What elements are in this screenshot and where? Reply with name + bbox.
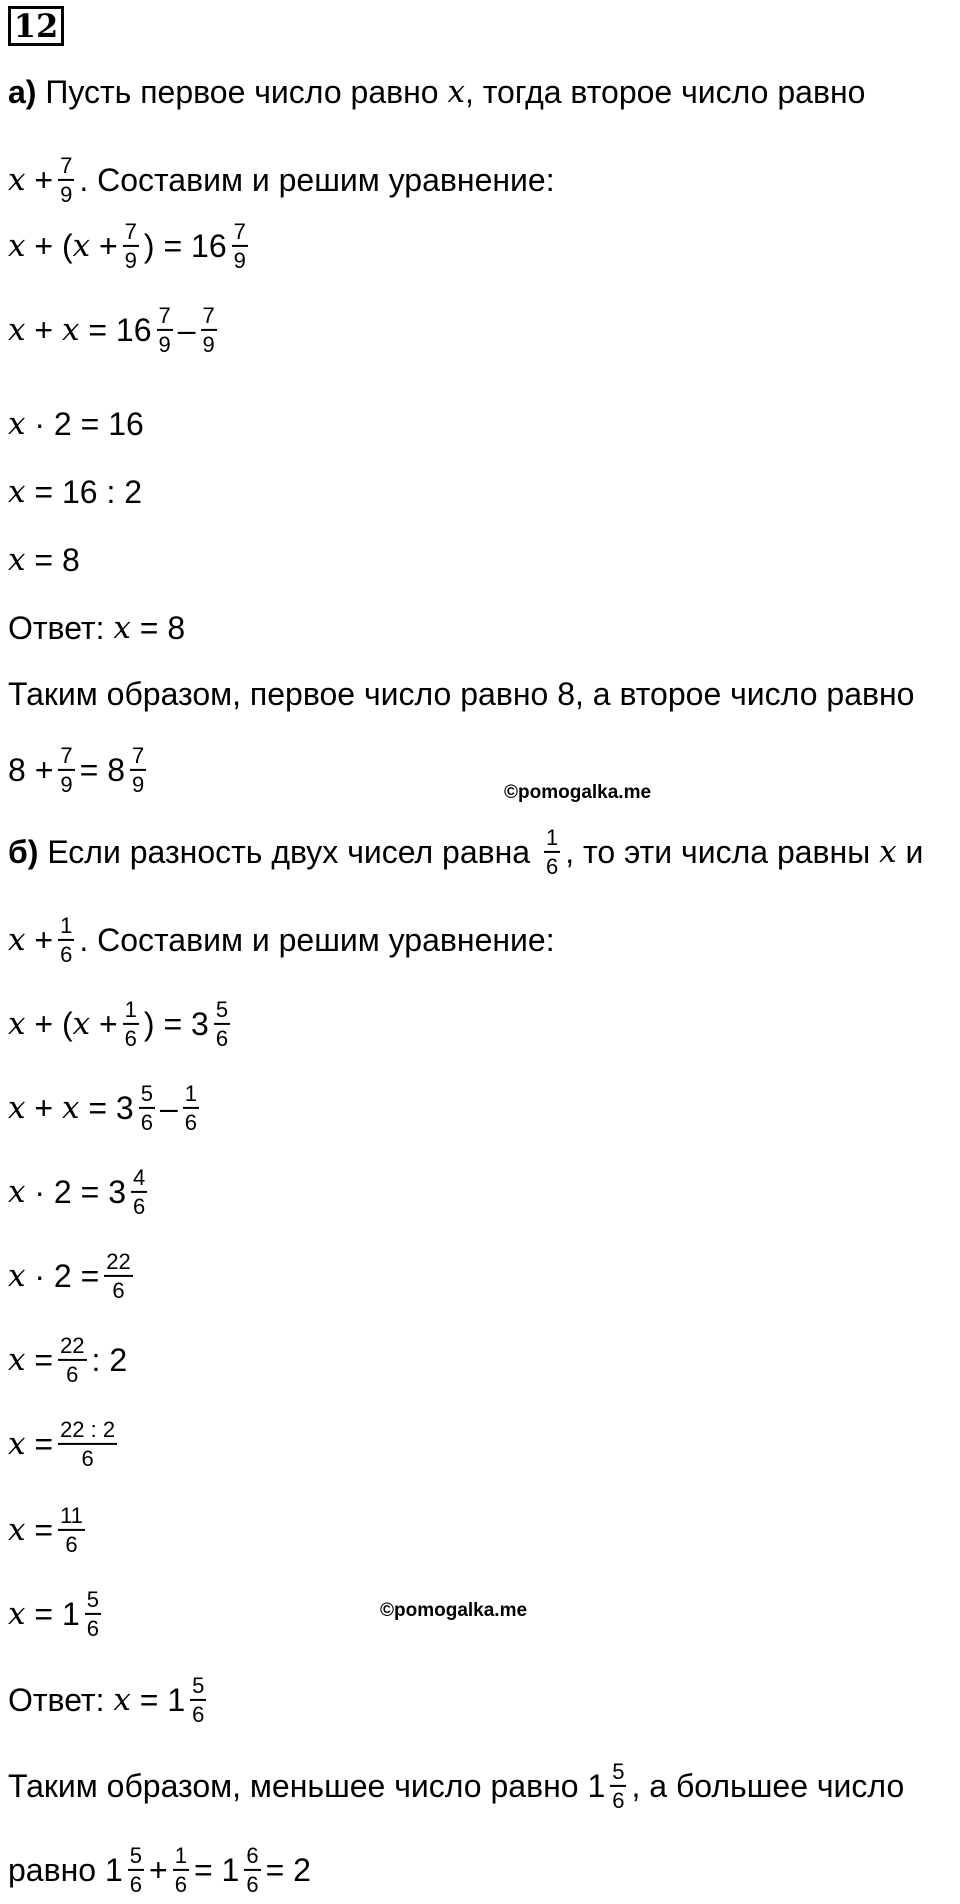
- fraction-1-6: $\frac{1}{6}$: [174, 1842, 187, 1897]
- part-a-conclusion: [8, 678, 914, 710]
- fraction-7-9: $\frac{7}{9}$: [158, 302, 171, 357]
- part-a-intro: [8, 73, 866, 110]
- part-a-equation-5: x = 8: [8, 541, 80, 578]
- variable-x: x: [8, 311, 26, 348]
- fraction-22-6: $\frac{22}{6}$: [60, 1332, 85, 1387]
- part-a-result: 8 + $\frac{7}{9}$ = 8 $\frac{7}{9}$: [8, 742, 145, 797]
- variable-x: x: [8, 541, 26, 578]
- variable-x: x: [8, 1089, 26, 1126]
- fraction-7-9: $\frac{7}{9}$: [60, 742, 73, 797]
- part-b-intro-text-2: , то эти числа равны: [565, 834, 880, 870]
- fraction-4-6: $\frac{4}{6}$: [132, 1164, 146, 1219]
- part-b-answer: Ответ: x = 1 $\frac{5}{6}$: [8, 1672, 205, 1727]
- part-b-conclusion-text-1: Таким образом, меньшее число равно 1: [8, 1768, 606, 1804]
- variable-x: x: [72, 1005, 91, 1042]
- variable-x: x: [8, 161, 26, 198]
- fraction-1-6: $\frac{1}{6}$: [60, 912, 73, 967]
- variable-x: x: [61, 1089, 80, 1126]
- part-b-equation-6: x = $\frac{22 : 2}{6}$: [8, 1416, 116, 1471]
- fraction-5-6: $\frac{5}{6}$: [612, 1758, 625, 1813]
- part-b-equation-2: x + x = 3 $\frac{5}{6}$ – $\frac{1}{6}$: [8, 1080, 197, 1135]
- fraction-5-6: $\frac{5}{6}$: [215, 996, 229, 1051]
- variable-x: x: [879, 833, 897, 870]
- part-a-intro-text-2: , тогда второе число равно: [464, 74, 866, 110]
- fraction-7-9: $\frac{7}{9}$: [202, 302, 215, 357]
- watermark: ©pomogalka.me: [504, 782, 652, 803]
- variable-x: x: [8, 227, 26, 264]
- part-b-equation-7: x = $\frac{11}{6}$: [8, 1502, 83, 1557]
- watermark: ©pomogalka.me: [380, 1600, 528, 1621]
- part-a-equation-1: x + ( x + $\frac{7}{9}$ ) = 16 $\frac{7}{9}$: [8, 218, 246, 273]
- part-b-label: б): [8, 834, 39, 870]
- variable-x: x: [113, 609, 131, 646]
- part-b-final-prefix: равно 1: [8, 1852, 123, 1888]
- part-b-conclusion: [8, 1760, 904, 1812]
- fraction-7-9: $\frac{7}{9}$: [132, 742, 145, 797]
- part-a-intro-text-1: Пусть первое число равно: [36, 74, 448, 110]
- answer-label: Ответ:: [8, 1682, 114, 1718]
- variable-x: x: [113, 1681, 131, 1718]
- variable-x: x: [8, 405, 26, 442]
- part-a-label: а): [8, 74, 37, 110]
- fraction-1-6: $\frac{1}{6}$: [184, 1080, 197, 1135]
- part-a-equation-3: x · 2 = 16: [8, 405, 144, 442]
- answer-label: Ответ:: [8, 610, 114, 646]
- variable-x: x: [8, 1341, 26, 1378]
- fraction-5-6: $\frac{5}{6}$: [192, 1672, 205, 1727]
- part-a-answer: Ответ: x = 8: [8, 609, 186, 646]
- fraction-5-6: $\frac{5}{6}$: [86, 1586, 99, 1641]
- fraction-1-6: $\frac{1}{6}$: [124, 996, 137, 1051]
- part-a-second-number: x + $\frac{7}{9}$ . Составим и решим уравнение:: [8, 152, 555, 207]
- part-b-compose-text: . Составим и решим уравнение:: [79, 922, 555, 958]
- part-b-equation-1: x + ( x + $\frac{1}{6}$ ) = 3 $\frac{5}{6}$: [8, 996, 229, 1051]
- part-b-equation-3: x · 2 = 3 $\frac{4}{6}$: [8, 1164, 146, 1219]
- variable-x: x: [8, 473, 26, 510]
- part-a-compose-text: . Составим и решим уравнение:: [79, 162, 555, 198]
- part-b-equation-5: x = $\frac{22}{6}$ : 2: [8, 1332, 128, 1387]
- fraction-7-9: $\frac{7}{9}$: [60, 152, 73, 207]
- variable-x: x: [72, 227, 91, 264]
- part-a-equation-4: x = 16 : 2: [8, 473, 143, 510]
- variable-x: x: [8, 1173, 26, 1210]
- part-b-conclusion-text-2: , а большее число: [631, 1768, 905, 1804]
- part-a-conclusion-text: Таким образом, первое число равно 8, а второе число равно: [8, 676, 915, 712]
- variable-x: x: [61, 311, 80, 348]
- part-b-result: равно 1 $\frac{5}{6}$ + $\frac{1}{6}$ = 1 $\frac{6}{6}$ = 2: [8, 1842, 311, 1897]
- variable-x: x: [8, 921, 26, 958]
- part-b-intro-text-3: и: [896, 834, 924, 870]
- task-number-badge: 12: [8, 6, 64, 46]
- part-b-second-number: x + $\frac{1}{6}$ . Составим и решим уравнение:: [8, 912, 555, 967]
- part-b-intro-text-1: Если разность двух чисел равна: [38, 834, 539, 870]
- fraction-6-6: $\frac{6}{6}$: [246, 1842, 259, 1897]
- variable-x: x: [8, 1425, 26, 1462]
- variable-x: x: [8, 1511, 26, 1548]
- variable-x: x: [8, 1257, 26, 1294]
- fraction-5-6: $\frac{5}{6}$: [140, 1080, 153, 1135]
- part-a-equation-2: x + x = 16 $\frac{7}{9}$ – $\frac{7}{9}$: [8, 302, 215, 357]
- fraction-5-6: $\frac{5}{6}$: [129, 1842, 142, 1897]
- fraction-1-6: $\frac{1}{6}$: [545, 824, 559, 879]
- part-b-equation-4: x · 2 = $\frac{22}{6}$: [8, 1248, 131, 1303]
- part-b-intro: [8, 826, 923, 878]
- variable-x: x: [447, 73, 465, 110]
- part-b-equation-8: x = 1 $\frac{5}{6}$: [8, 1586, 99, 1641]
- fraction-7-9: $\frac{7}{9}$: [124, 218, 137, 273]
- variable-x: x: [8, 1595, 26, 1632]
- fraction-7-9: $\frac{7}{9}$: [233, 218, 246, 273]
- variable-x: x: [8, 1005, 26, 1042]
- fraction-22-6: $\frac{22}{6}$: [106, 1248, 131, 1303]
- fraction-22-div-2-over-6: $\frac{22 : 2}{6}$: [60, 1416, 116, 1471]
- fraction-11-6: $\frac{11}{6}$: [60, 1502, 83, 1557]
